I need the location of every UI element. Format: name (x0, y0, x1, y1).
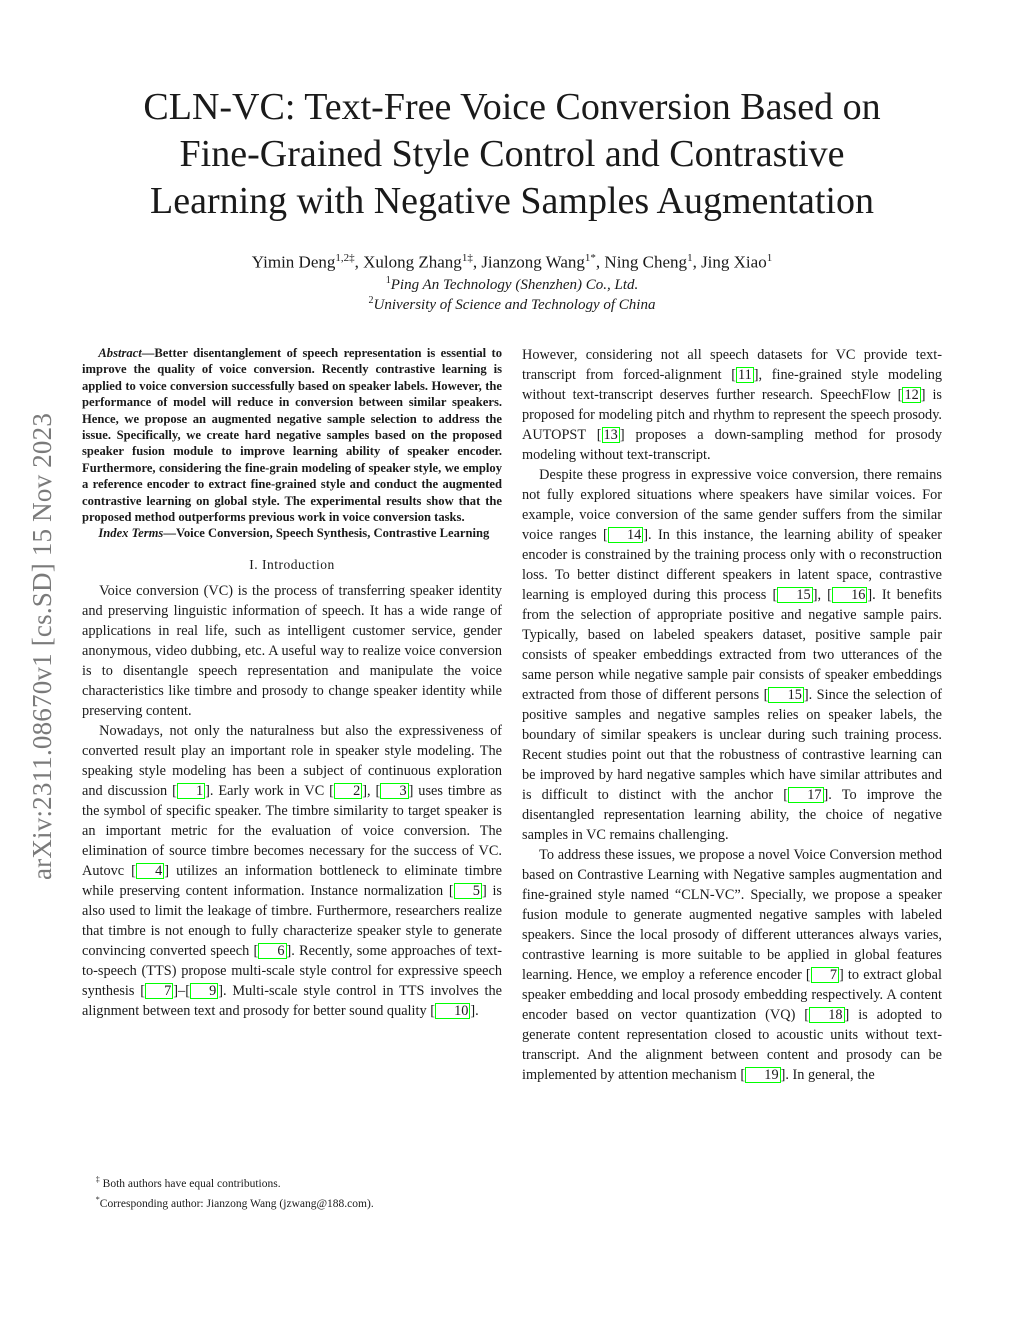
affiliation (60, 291, 964, 315)
index-terms (82, 525, 502, 541)
author-name: Xulong Zhang (363, 252, 462, 272)
author-sup: 1,2‡ (335, 252, 355, 264)
index-terms-label: Index Terms (98, 526, 164, 541)
citation-link[interactable]: 5 (454, 883, 482, 899)
footnote-text: Corresponding author: Jianzong Wang (jzwang@188.com). (99, 1197, 374, 1210)
section-heading: I. Introduction (249, 556, 335, 572)
author-sup: 1 (766, 252, 773, 264)
citation-link[interactable]: 13 (603, 427, 618, 443)
author-name: Yimin Deng (251, 252, 336, 272)
abstract-text: —Better disentanglement of speech representation is essential to improve the quality of voice conversion. Recently contrastive learning is applied to voice conversion successfully based on speaker labels. However, the performance of model will reduce in conversion between similar speakers. Hence, we propose an augmented negative sample selection to address the issue. Specifically, we create hard negative samples based on the proposed speaker fusion module to improve learning ability of speaker encoder. Furthermore, considering the fine-grain modeling of speaker style, we employ a reference encoder to extract fine-grained style and conduct the augmented contrastive learning on global style. The experimental results show that the proposed method outperforms previous work in voice conversion tasks. (82, 346, 502, 525)
citation-link[interactable]: 4 (136, 863, 164, 879)
citation-link[interactable]: 2 (334, 783, 362, 799)
title-line: Learning with Negative Samples Augmentation (150, 180, 874, 222)
footnote-sup: * (95, 1194, 100, 1204)
title-line: CLN-VC: Text-Free Voice Conversion Based on (143, 86, 881, 128)
right-body (522, 345, 942, 1085)
footnotes (82, 1172, 502, 1212)
footnote (82, 1172, 502, 1192)
citation-link[interactable]: 16 (832, 587, 867, 603)
citation-link[interactable]: 17 (788, 787, 823, 803)
author-list: Yimin Deng$^{1,2\ddagger}$, Xulong Zhang$^{1\ddagger}$, Jianzong Wang$^{1*}$, Ning Cheng$^1$, Jing Xiao$^1$ (251, 252, 773, 272)
footnote (82, 1192, 502, 1212)
arxiv-watermark (25, 350, 61, 942)
body-paragraph: Nowadays, not only the naturalness but also the expressiveness of converted result play an important role in speaker style modeling. The speaking style modeling has been a subject of continuous exploration and discussion [ 1 ]. Early work in VC [ 2 ], [ 3 ] uses timbre as the symbol of specific speaker. The timbre similarity to target speaker is an important metric for the evaluation of voice conversion. The elimination of source timbre becomes necessary for the success of VC. Autovc [ 4 ] utilizes an information bottleneck to eliminate timbre while preserving content information. Instance normalization [ 5 ] is also used to limit the leakage of timbre. Furthermore, researchers realize that timbre is not enough to fully characterize speaker style to generate convincing converted speech [ 6 ]. Recently, some approaches of text-to-speech (TTS) propose multi-scale style control for expressive speech synthesis [ 7 ]–[ 9 ]. Multi-scale style control in TTS involves the alignment between text and prosody for better sound quality [ 10 ]. (82, 722, 502, 1019)
citation-link[interactable]: 15 (777, 587, 812, 603)
affiliation-text: Ping An Technology (Shenzhen) Co., Ltd. (390, 277, 639, 293)
footnote-sup: ‡ (95, 1175, 100, 1184)
affiliation-text: University of Science and Technology of China (373, 297, 656, 313)
index-terms-text: —Voice Conversion, Speech Synthesis, Contrastive Learning (163, 526, 490, 541)
right-column (522, 345, 942, 1085)
left-column (82, 345, 502, 1021)
affiliation-sup: 2 (368, 295, 374, 306)
citation-link[interactable]: 15 (768, 687, 803, 703)
paper-title (60, 84, 964, 225)
footnote-text: Both authors have equal contributions. (102, 1177, 281, 1190)
body-paragraph: Voice conversion (VC) is the process of transferring speaker identity and preserving linguistic information of speech. It has a wide range of applications in real life, such as intelligent customer service, gender anonymous, video dubbing, etc. A useful way to realize voice conversion is to disentangle speech representation and manipulate the voice characteristics like timbre and prosody to change speaker identity while preserving content. (82, 582, 502, 719)
citation-link[interactable]: 10 (435, 1003, 470, 1019)
citation-link[interactable]: 9 (190, 983, 218, 999)
left-body (82, 581, 502, 1021)
arxiv-id: arXiv:2311.08670v1 [cs.SD] 15 Nov 2023 (27, 412, 58, 880)
author-name: Jianzong Wang (481, 252, 585, 272)
abstract (82, 345, 502, 525)
title-line: Fine-Grained Style Control and Contrastive (179, 133, 845, 175)
author-sup: 1‡ (461, 252, 473, 264)
author-name: Ning Cheng (604, 252, 688, 272)
abstract-label: Abstract (98, 346, 142, 360)
citation-link[interactable]: 14 (608, 527, 643, 543)
author-sup: 1* (584, 252, 596, 264)
citation-link[interactable]: 6 (258, 943, 286, 959)
citation-link[interactable]: 1 (177, 783, 205, 799)
citation-link[interactable]: 12 (904, 387, 919, 403)
body-paragraph: Despite these progress in expressive voice conversion, there remains not fully explored situations where speakers have similar voices. For example, voice conversion of the same gender suffers from the similar voice ranges [ 14 ]. In this instance, the learning ability of speaker encoder is constrained by the training process only with o reconstruction loss. To better distinct different speakers in latent space, contrastive learning is employed during this process [ 15 ], [ 16 ]. It benefits from the selection of appropriate positive and negative sample pairs. Typically, based on labeled speakers dataset, positive sample pair consists of speaker embeddings extracted from two utterances of the same person while negative sample pair consists of speaker embeddings extracted from those of different persons [ 15 ]. Since the selection of positive samples and negative samples relies on speaker labels, the boundary of similar speakers is unclear during such training process. Recent studies point out that the robustness of contrastive learning can be improved by hard negative samples which have similar attributes and is difficult to distinct with the anchor [ 17 ]. To improve the disentangled representation learning ability, the choice of negative samples in VC remains challenging. (522, 467, 943, 843)
author-name: Jing Xiao (701, 252, 767, 272)
body-paragraph: However, considering not all speech datasets for VC provide text-transcript from forced-alignment [ 11 ], fine-grained style modeling without text-transcript deserves further research. SpeechFlow [ 12 ] is proposed for modeling pitch and rhythm to represent the speech prosody. AUTOPST [ 13 ] proposes a down-sampling method for prosody modeling without text-transcript. (522, 347, 942, 463)
body-paragraph: To address these issues, we propose a novel Voice Conversion method based on Contrastive Learning with Negative samples augmentation and fine-grained style named “CLN-VC”. Specially, we propose a speaker fusion module to generate augmented negative samples with labeled speakers. Since the local prosody of different utterances always varies, contrastive learning is more suitable to be applied in global features learning. Hence, we employ a reference encoder [ 7 ] to extract global speaker embedding and local prosody embedding respectively. A content encoder based on vector quantization (VQ) [ 18 ] is adopted to generate content representation closed to acoustic units without text-transcript. And the alignment between content and prosody can be implemented by attention mechanism [ 19 ]. In general, the (522, 847, 942, 1083)
citation-link[interactable]: 18 (809, 1007, 844, 1023)
citation-link[interactable]: 11 (738, 367, 752, 383)
citation-link[interactable]: 19 (745, 1067, 780, 1083)
affiliation-sup: 1 (385, 275, 391, 286)
citation-link[interactable]: 3 (380, 783, 408, 799)
citation-link[interactable]: 7 (145, 983, 173, 999)
citation-link[interactable]: 7 (811, 967, 839, 983)
author-sup: 1 (687, 252, 693, 264)
